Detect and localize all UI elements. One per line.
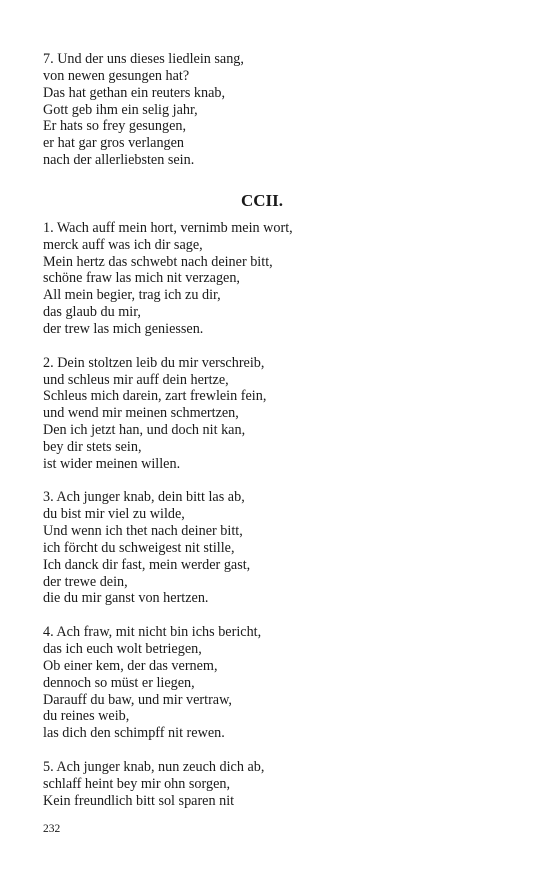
verse-line: schlaff heint bey mir ohn sorgen,	[43, 775, 231, 792]
verse-line: All mein begier, trag ich zu dir,	[43, 287, 221, 304]
verse-line: Er hats so frey gesungen,	[43, 118, 187, 135]
verse-line: du bist mir viel zu wilde,	[43, 506, 185, 523]
verse-line: Den ich jetzt han, und doch nit kan,	[43, 422, 246, 439]
verse-line: der trew las mich geniessen.	[43, 320, 204, 337]
verse-line: merck auff was ich dir sage,	[43, 236, 203, 253]
verse-line: der trewe dein,	[43, 573, 128, 590]
stanza-3	[43, 489, 513, 607]
verse-line: 5. Ach junger knab, nun zeuch dich ab,	[43, 758, 265, 775]
verse-line: und schleus mir auff dein hertze,	[43, 371, 229, 388]
verse-line: die du mir ganst von hertzen.	[43, 590, 209, 607]
stanza-7	[43, 51, 513, 169]
verse-line: las dich den schimpff nit rewen.	[43, 725, 225, 742]
verse-line: 7. Und der uns dieses liedlein sang,	[43, 51, 244, 67]
verse-line: 2. Dein stoltzen leib du mir verschreib,	[43, 354, 265, 371]
verse-line: und wend mir meinen schmertzen,	[43, 405, 239, 422]
verse-line: ist wider meinen willen.	[43, 455, 181, 472]
verse-line: dennoch so müst er liegen,	[43, 674, 195, 691]
verse-line: er hat gar gros verlangen	[43, 135, 185, 152]
verse-line: Kein freundlich bitt sol sparen nit	[43, 792, 235, 809]
verse-line: Mein hertz das schwebt nach deiner bitt,	[43, 253, 273, 270]
verse-line: Ich danck dir fast, mein werder gast,	[43, 556, 251, 573]
stanza-4	[43, 624, 513, 742]
stanza-1	[43, 220, 513, 338]
verse-line: Das hat gethan ein reuters knab,	[43, 84, 226, 101]
verse-line: 1. Wach auff mein hort, vernimb mein wort,	[43, 219, 293, 236]
verse-line: ich förcht du schweigest nit stille,	[43, 539, 235, 556]
verse-line: das glaub du mir,	[43, 304, 141, 321]
stanza-5	[43, 759, 513, 810]
stanza-2	[43, 355, 513, 473]
verse-line: bey dir stets sein,	[43, 438, 142, 455]
page-body	[43, 51, 513, 809]
stanza-gap	[43, 338, 513, 355]
verse-line: Gott geb ihm ein selig jahr,	[43, 101, 198, 118]
stanza-gap	[43, 742, 513, 759]
verse-line: Schleus mich darein, zart frewlein fein,	[43, 388, 267, 405]
stanza-gap	[43, 473, 513, 490]
verse-line: Und wenn ich thet nach deiner bitt,	[43, 523, 243, 540]
stanza-gap	[43, 607, 513, 624]
verse-line: du reines weib,	[43, 708, 130, 725]
verse-line: das ich euch wolt betriegen,	[43, 641, 202, 657]
verse-line: Darauff du baw, und mir vertraw,	[43, 691, 232, 708]
section-heading: CCII.	[240, 190, 284, 210]
verse-line: von newen gesungen hat?	[43, 67, 190, 84]
verse-line: 4. Ach fraw, mit nicht bin ichs bericht,	[43, 624, 262, 641]
verse-line: schöne fraw las mich nit verzagen,	[43, 270, 240, 287]
verse-line: nach der allerliebsten sein.	[43, 152, 195, 169]
verse-line: 3. Ach junger knab, dein bitt las ab,	[43, 489, 245, 506]
verse-line: Ob einer kem, der das vernem,	[43, 657, 218, 674]
page-number: 232	[43, 823, 61, 835]
